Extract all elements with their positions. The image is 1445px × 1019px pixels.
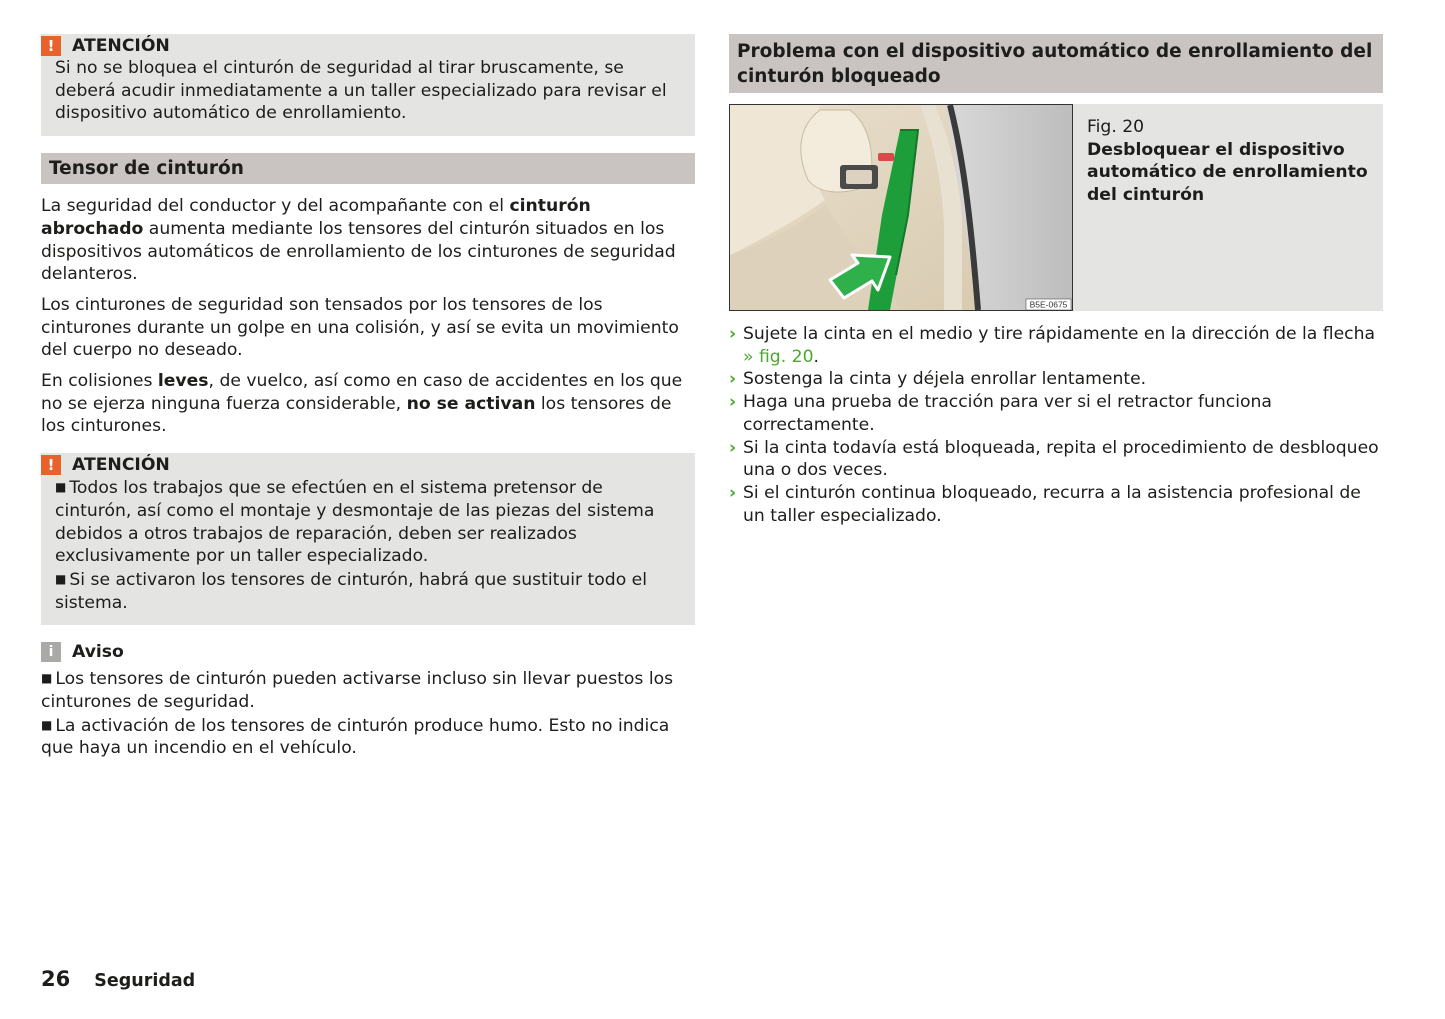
section-title: Tensor de cinturón bbox=[41, 153, 695, 184]
notice-item bbox=[41, 667, 695, 713]
paragraph-text: aumenta mediante los tensores del cinturón situados en los dispositivos automáticos de enrollamiento de los cinturones de seguridad delanteros. bbox=[41, 218, 676, 285]
warning-item-text: Todos los trabajos que se efectúen en el sistema pretensor de cinturón, así como el montaje y desmontaje de las piezas del sistema debidos a otros trabajos de reparación, deben ser realizados exclusivamente por un taller especializado. bbox=[55, 478, 655, 567]
chevron-right-icon: › bbox=[729, 482, 737, 503]
warning-box bbox=[41, 453, 695, 625]
warning-box bbox=[41, 34, 695, 136]
page-footer bbox=[41, 968, 195, 993]
step-text: Si el cinturón continua bloqueado, recurra a la asistencia profesional de un taller especializado. bbox=[743, 482, 1361, 526]
bullet-square-icon: ■ bbox=[55, 480, 67, 495]
warning-item bbox=[55, 476, 681, 568]
paragraph-text: La seguridad del conductor y del acompañante con el bbox=[41, 196, 510, 217]
step-item bbox=[729, 482, 1383, 527]
warning-header bbox=[41, 35, 681, 57]
warning-exclamation-icon: ! bbox=[41, 36, 61, 56]
paragraph bbox=[41, 195, 695, 286]
warning-title: ATENCIÓN bbox=[72, 35, 170, 56]
bullet-square-icon: ■ bbox=[41, 717, 53, 732]
bullet-square-icon: ■ bbox=[55, 571, 67, 586]
left-column bbox=[41, 34, 695, 760]
chevron-right-icon: › bbox=[729, 392, 737, 413]
paragraph: Los cinturones de seguridad son tensados por los tensores de los cinturones durante un golpe en una colisión, y así se evita un movimiento del cuerpo no deseado. bbox=[41, 294, 679, 361]
figure-illustration bbox=[729, 104, 1073, 311]
paragraph-text: , de vuelco, así como en caso de accidentes en los que no se ejerza ninguna fuerza considerable, bbox=[41, 371, 683, 414]
notice-item bbox=[41, 714, 695, 760]
warning-header bbox=[41, 454, 681, 476]
bullet-square-icon: ■ bbox=[41, 671, 53, 686]
warning-item bbox=[55, 568, 681, 614]
step-text-tail: . bbox=[813, 346, 819, 367]
step-text: Sostenga la cinta y déjela enrollar lentamente. bbox=[743, 369, 1147, 390]
warning-text: Si no se bloquea el cinturón de seguridad al tirar bruscamente, se deberá acudir inmediatamente a un taller especializado para revisar el dispositivo automático de enrollamiento. bbox=[55, 58, 667, 124]
notice-item-text: La activación de los tensores de cinturón produce humo. Esto no indica que haya un incendio en el vehículo. bbox=[41, 715, 670, 759]
step-text-part: Sujete la cinta en el medio y tire rápidamente en la dirección de la flecha bbox=[743, 324, 1376, 344]
section-title: Problema con el dispositivo automático de enrollamiento del cinturón bloqueado bbox=[729, 34, 1383, 93]
figure bbox=[729, 104, 1383, 311]
chevron-right-icon: › bbox=[729, 369, 737, 390]
step-text: Si la cinta todavía está bloqueada, repita el procedimiento de desbloqueo una o dos veces. bbox=[743, 437, 1379, 481]
step-item bbox=[729, 437, 1383, 482]
figure-label: Fig. 20 bbox=[1087, 117, 1145, 137]
paragraph-bold: no se activan bbox=[406, 393, 536, 414]
step-text bbox=[743, 323, 1383, 368]
warning-title: ATENCIÓN bbox=[72, 454, 170, 475]
figure-caption bbox=[1073, 104, 1383, 311]
right-column bbox=[729, 34, 1383, 527]
paragraph-bold: leves bbox=[157, 371, 209, 392]
step-item bbox=[729, 323, 1383, 368]
paragraph bbox=[41, 370, 695, 438]
chevron-right-icon: › bbox=[729, 437, 737, 458]
paragraph-text: los tensores de los cinturones. bbox=[41, 393, 672, 437]
warning-item-text: Si se activaron los tensores de cinturón, habrá que sustituir todo el sistema. bbox=[55, 569, 648, 613]
warning-exclamation-icon: ! bbox=[41, 455, 61, 475]
page-number: 26 bbox=[41, 967, 71, 991]
paragraph-bold: cinturón abrochado bbox=[41, 196, 591, 239]
notice-title: Aviso bbox=[72, 642, 124, 663]
figure-title: Desbloquear el dispositivo automático de enrollamiento del cinturón bbox=[1087, 139, 1368, 206]
step-text: Haga una prueba de tracción para ver si el retractor funciona correctamente. bbox=[743, 392, 1272, 435]
chevron-right-icon: › bbox=[729, 324, 737, 344]
notice-header bbox=[41, 641, 695, 663]
seatbelt-retractor-illustration bbox=[730, 105, 1072, 310]
info-icon: i bbox=[41, 642, 61, 662]
figure-code: B5E-0675 bbox=[1029, 299, 1068, 310]
step-item bbox=[729, 391, 1383, 436]
paragraph-text: En colisiones bbox=[41, 371, 158, 392]
steps-list bbox=[729, 323, 1383, 527]
footer-section: Seguridad bbox=[94, 971, 196, 991]
notice-item-text: Los tensores de cinturón pueden activarse incluso sin llevar puestos los cinturones de seguridad. bbox=[41, 669, 674, 713]
step-item bbox=[729, 368, 1383, 391]
figure-link[interactable]: » fig. 20 bbox=[743, 346, 814, 367]
